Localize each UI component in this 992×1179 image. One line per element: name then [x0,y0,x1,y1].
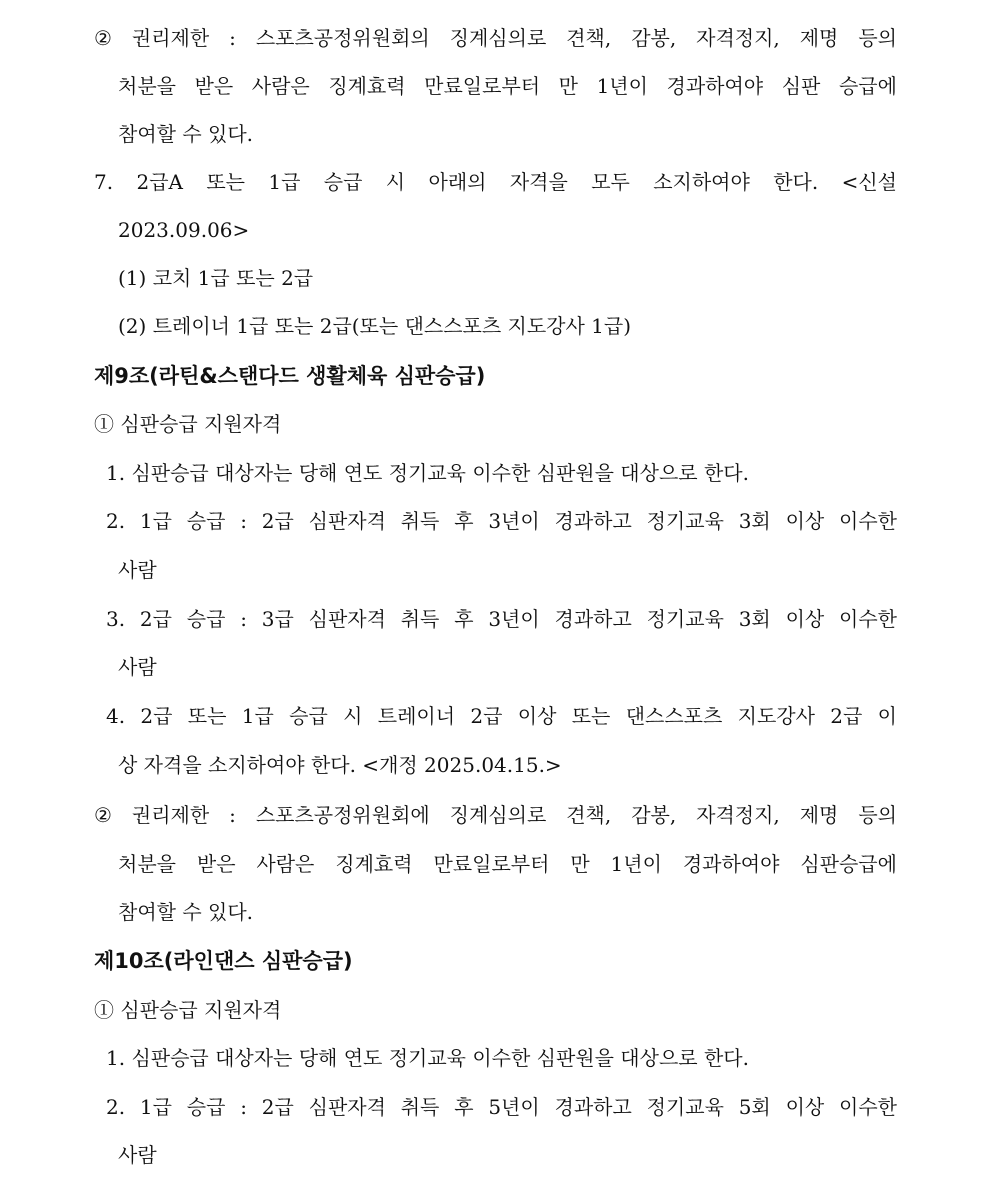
text-line [106,1083,897,1131]
text-line: 참여할 수 있다. [118,900,253,924]
word: 3회 [738,607,771,631]
word: 1년이 [610,852,662,876]
word: 경과하고 [554,1095,632,1119]
word: 이 [877,704,897,728]
word: 취득 [400,1095,440,1119]
word: 처분을 [118,74,176,98]
word: 이상 [785,1095,825,1119]
word: 승급 [186,1095,226,1119]
word: 1급 [268,170,301,194]
word: 자격을 [509,170,568,194]
word: 소지하여야 [653,170,750,194]
word: 경과하고 [554,509,632,533]
word: 등의 [858,26,897,50]
word: 2. [106,509,126,533]
text-line [106,692,897,740]
text-line: 참여할 수 있다. [118,122,253,146]
word: 2급 [140,704,173,728]
word: 감봉, [631,26,677,50]
word: 또는 [206,170,245,194]
text-line: ① 심판승급 지원자격 [94,998,282,1022]
word: 2급 [261,509,294,533]
section-heading: 제9조(라틴&스탠다드 생활체육 심판승급) [94,364,486,388]
word: 이수한 [839,1095,897,1119]
word: : [240,1095,247,1119]
word: 후 [454,1095,474,1119]
word: 또는 [187,704,227,728]
word: 제명 [799,26,839,50]
text-line: 2023.09.06> [118,218,250,242]
text-line [94,158,897,206]
word: 또는 [571,704,611,728]
word: 이상 [785,607,825,631]
word: 아래의 [428,170,487,194]
word: 4. [106,704,126,728]
word: 경과하여야 [682,852,780,876]
text-line: 사람 [118,655,157,679]
word: : [240,509,247,533]
word: 후 [454,607,474,631]
word: 이수한 [839,509,897,533]
word: 만료일로부터 [433,852,550,876]
text-line [106,595,897,643]
word: 승급 [186,607,226,631]
word: 만 [558,74,578,98]
word: 2급 [139,607,172,631]
text-line: 1. 심판승급 대상자는 당해 연도 정기교육 이수한 심판원을 대상으로 한다. [106,461,749,485]
word: 징계효력 [328,74,406,98]
word: 지도강사 [737,704,815,728]
word: 한다. [773,170,819,194]
word: 5년이 [488,1095,540,1119]
word: 권리제한 [131,26,210,50]
word: 사람은 [251,74,310,98]
word: 스포츠공정위원회의 [255,26,430,50]
word: 2급 [470,704,503,728]
text-line: 1. 심판승급 대상자는 당해 연도 정기교육 이수한 심판원을 대상으로 한다. [106,1046,749,1070]
word: 승급 [323,170,363,194]
word: 정기교육 [646,1095,724,1119]
word: 3. [106,607,126,631]
word: 1년이 [596,74,648,98]
word: 징계심의로 [449,26,547,50]
word: 정기교육 [646,509,724,533]
word: ② [94,803,112,827]
word: 승급 [289,704,328,728]
text-line [94,791,897,839]
word: 심판승급에 [800,852,897,876]
word: 취득 [400,509,440,533]
text-line: 사람 [118,558,157,582]
word: 이상 [517,704,557,728]
word: 1급 [241,704,274,728]
word: 받은 [194,74,234,98]
word: 3년이 [488,607,540,631]
word: 받은 [196,852,236,876]
word: <신설 [841,170,897,194]
word: 처분을 [118,852,176,876]
word: 스포츠공정위원회에 [255,803,430,827]
word: 1급 [139,509,172,533]
word: : [240,607,247,631]
text-line [118,840,897,888]
word: : [229,803,236,827]
word: 시 [385,170,406,194]
word: 7. [94,170,114,194]
word: 3급 [261,607,294,631]
text-line: 상 자격을 소지하여야 한다. <개정 2025.04.15.> [118,753,562,777]
word: 2급 [830,704,863,728]
text-line: (2) 트레이너 1급 또는 2급(또는 댄스스포츠 지도강사 1급) [118,314,632,338]
word: 징계효력 [335,852,413,876]
word: 자격정지, [696,803,780,827]
word: 감봉, [631,803,677,827]
word: 5회 [738,1095,771,1119]
word: 3년이 [488,509,540,533]
word: 2급 [261,1095,294,1119]
word: : [229,26,236,50]
word: 견책, [566,26,612,50]
word: 트레이너 [377,704,456,728]
word: 정기교육 [646,607,724,631]
word: 심판 [781,74,821,98]
word: 사람은 [256,852,315,876]
word: 댄스스포츠 [625,704,723,728]
text-line [106,497,897,545]
word: 만 [570,852,590,876]
word: 후 [454,509,474,533]
word: 경과하고 [554,607,632,631]
text-line: (1) 코치 1급 또는 2급 [118,266,314,290]
word: 등의 [858,803,897,827]
word: 승급에 [838,74,897,98]
word: 경과하여야 [666,74,764,98]
section-heading: 제10조(라인댄스 심판승급) [94,949,353,973]
word: ② [94,26,112,50]
word: 2. [106,1095,126,1119]
word: 자격정지, [696,26,780,50]
word: 3회 [738,509,771,533]
word: 권리제한 [131,803,210,827]
word: 징계심의로 [449,803,547,827]
word: 시 [343,704,363,728]
text-line [118,62,897,110]
word: 이수한 [839,607,897,631]
word: 심판자격 [308,509,386,533]
word: 2급A [136,170,183,194]
word: 심판자격 [308,607,386,631]
word: 제명 [799,803,839,827]
word: 취득 [400,607,440,631]
word: 견책, [566,803,612,827]
word: 심판자격 [308,1095,386,1119]
word: 승급 [186,509,226,533]
word: 이상 [785,509,825,533]
word: 1급 [139,1095,172,1119]
word: 만료일로부터 [424,74,541,98]
text-line: 사람 [118,1143,157,1167]
word: 모두 [591,170,630,194]
text-line [94,14,897,62]
text-line: ① 심판승급 지원자격 [94,412,282,436]
